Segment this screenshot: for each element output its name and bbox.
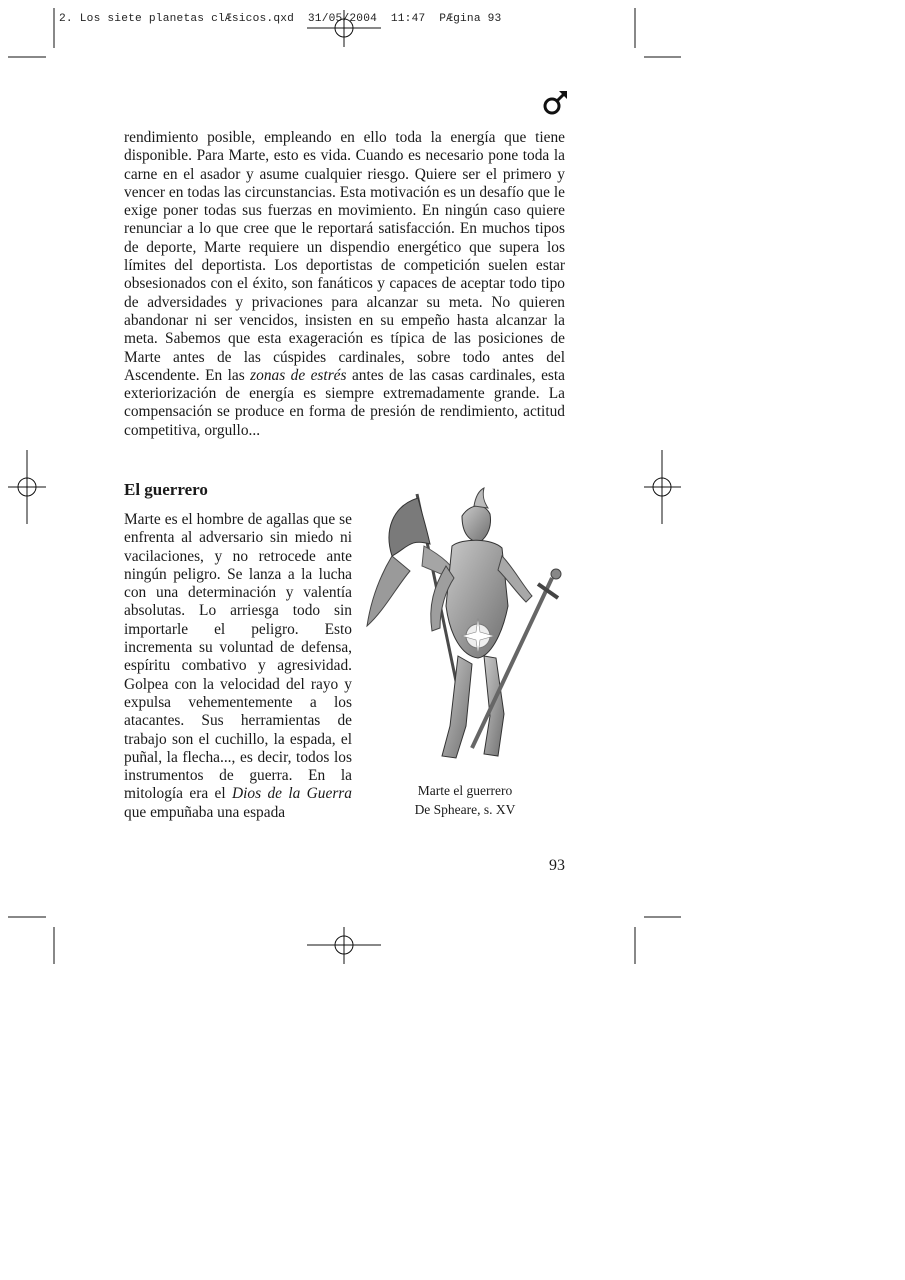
registration-mark-bottom <box>307 927 381 964</box>
registration-mark-top <box>307 10 381 47</box>
warrior-body <box>431 488 532 758</box>
figure-caption <box>390 782 540 819</box>
paragraph-segment: antes de las casas cardinales, esta exteriorización de energía es siempre extremadamente grande. La compensación se produce en forma de presión de rendimiento, actitud competitiva, orgullo... <box>124 366 565 439</box>
body-paragraph-intro <box>124 129 565 440</box>
body-paragraph-warrior <box>124 511 352 822</box>
figure-caption-source: De Spheare, s. XV <box>414 801 516 817</box>
paragraph-segment: que empuñaba una espada <box>124 803 286 821</box>
paragraph-segment-italic: zonas de estrés <box>250 366 347 384</box>
section-heading: El guerrero <box>124 480 208 499</box>
registration-mark-right <box>644 450 681 524</box>
figure-caption-title: Marte el guerrero <box>417 783 513 798</box>
print-slug-line: 2. Los siete planetas clÆsicos.qxd 31/05/2004 11:47 PÆgina 93 <box>59 13 502 25</box>
paragraph-segment: Marte es el hombre de agallas que se enfrenta al adversario sin miedo ni vacilaciones, y no retrocede ante ningún peligro. Se lanza a la lucha con una determinación y valentía absolutas. Lo arriesga todo sin importarle el peligro. Esto incrementa su voluntad de defensa, espíritu combativo y agresividad. Golpea con la velocidad del rayo y expulsa vehementemente a los atacantes. Sus herramientas de trabajo son el cuchillo, la espada, el puñal, la flecha..., es decir, todos los instrumentos de guerra. En la mitología era el <box>124 511 352 803</box>
registration-mark-left <box>8 450 46 524</box>
paragraph-segment: rendimiento posible, empleando en ello toda la energía que tiene disponible. Para Marte, esto es vida. Cuando es necesario pone toda la carne en el asador y asume cualquier riesgo. Quiere ser el primero y vencer en todas las circunstancias. Esta motivación es un desafío que le exige poner todas sus fuerzas en movimiento. En ningún caso quiere renunciar a lo que cree que le reportará satisfacción. En muchos tipos de deporte, Marte requiere un dispendio energético que supera los límites del deportista. Los deportistas de competición suelen estar obsesionados con el éxito, son fanáticos y capaces de aceptar todo tipo de adversidades y privaciones para alcanzar su meta. No quieren abandonar ni ser vencidos, insisten en su empeño hasta alcanzar la meta. Sabemos que esta exageración es típica de las posiciones de Marte antes de las cúspides cardinales, sobre todo antes del Ascendente. En las <box>124 129 565 384</box>
paragraph-segment-italic: Dios de la Guerra <box>232 785 352 803</box>
mars-symbol-icon <box>540 88 570 118</box>
page-number: 93 <box>549 857 565 874</box>
mars-warrior-illustration <box>362 486 562 774</box>
